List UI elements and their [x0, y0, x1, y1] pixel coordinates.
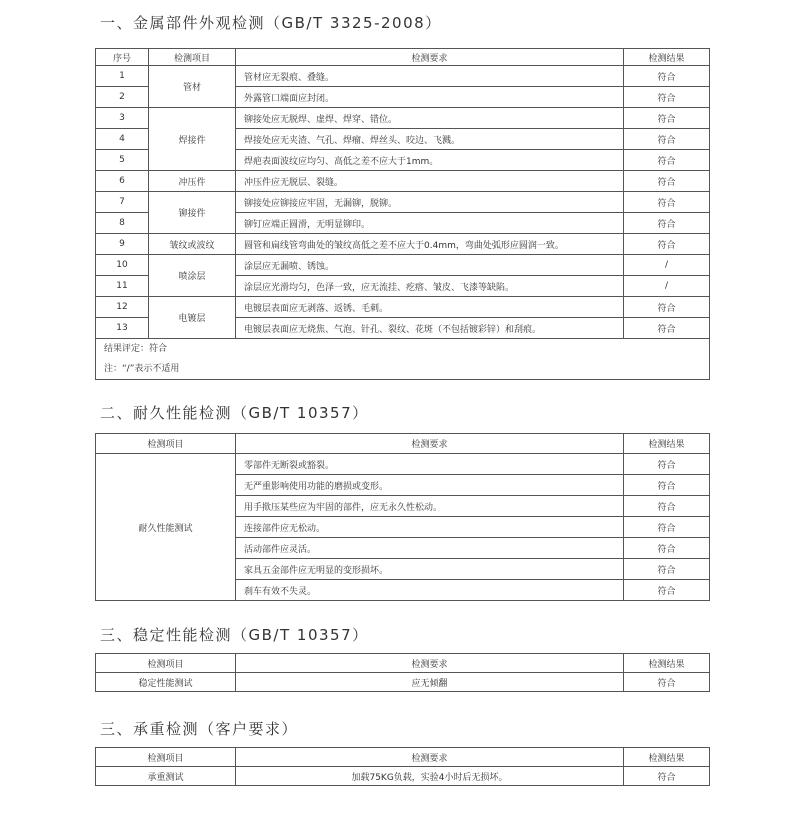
- requirement-cell: 零部件无断裂或豁裂。: [236, 454, 624, 475]
- header-requirement: 检测要求: [236, 654, 624, 673]
- requirement-cell: 焊疤表面波纹应均匀、高低之差不应大于1mm。: [236, 150, 624, 171]
- row-number: 12: [96, 297, 149, 318]
- table-header-row: [96, 654, 710, 673]
- requirement-cell: 加载75KG负载，实验4小时后无损坏。: [236, 767, 624, 786]
- result-cell: 符合: [624, 171, 710, 192]
- notes-row: [96, 339, 710, 380]
- result-cell: 符合: [624, 297, 710, 318]
- group-item: 皱纹或波纹: [149, 234, 236, 255]
- requirement-cell: 无严重影响使用功能的磨损或变形。: [236, 475, 624, 496]
- section-1-title: 一、金属部件外观检测（GB/T 3325-2008）: [100, 14, 442, 32]
- group-item: 铆接件: [149, 192, 236, 234]
- table-row: [96, 454, 710, 475]
- table-row: [96, 108, 710, 129]
- requirement-cell: 铆接处应铆接应牢固，无漏铆，脱铆。: [236, 192, 624, 213]
- row-number: 7: [96, 192, 149, 213]
- result-cell: 符合: [624, 454, 710, 475]
- header-item: 检测项目: [96, 748, 236, 767]
- requirement-cell: 焊接处应无夹渣、气孔、焊瘤、焊丝头、咬边、飞溅。: [236, 129, 624, 150]
- requirement-cell: 涂层应无漏喷、锈蚀。: [236, 255, 624, 276]
- result-cell: 符合: [624, 87, 710, 108]
- result-cell: /: [624, 276, 710, 297]
- requirement-cell: 圆管和扁线管弯曲处的皱纹高低之差不应大于0.4mm，弯曲处弧形应圆润一致。: [236, 234, 624, 255]
- table-row: [96, 673, 710, 692]
- section-4-title: 三、承重检测（客户要求）: [100, 720, 299, 738]
- result-cell: 符合: [624, 767, 710, 786]
- group-item: 冲压件: [149, 171, 236, 192]
- result-cell: 符合: [624, 517, 710, 538]
- table-row: [96, 234, 710, 255]
- row-number: 2: [96, 87, 149, 108]
- table-row: [96, 192, 710, 213]
- result-cell: 符合: [624, 213, 710, 234]
- requirement-cell: 活动部件应灵活。: [236, 538, 624, 559]
- table-row: [96, 767, 710, 786]
- requirement-cell: 电镀层表面应无烧焦、气泡、针孔、裂纹、花斑（不包括镀彩锌）和刮痕。: [236, 318, 624, 339]
- note-text: 注：“/”表示不适用: [104, 364, 180, 374]
- appearance-table: [95, 48, 710, 380]
- group-item: 喷涂层: [149, 255, 236, 297]
- row-number: 5: [96, 150, 149, 171]
- header-requirement: 检测要求: [236, 49, 624, 66]
- result-cell: 符合: [624, 496, 710, 517]
- header-no: 序号: [96, 49, 149, 66]
- result-cell: 符合: [624, 66, 710, 87]
- requirement-cell: 涂层应光滑均匀，色泽一致，应无流挂、疙瘩、皱皮、飞漆等缺陷。: [236, 276, 624, 297]
- row-number: 13: [96, 318, 149, 339]
- requirement-cell: 用手揿压某些应为牢固的部件，应无永久性松动。: [236, 496, 624, 517]
- table-row: [96, 297, 710, 318]
- row-number: 6: [96, 171, 149, 192]
- requirement-cell: 电镀层表面应无剥落、返锈、毛刺。: [236, 297, 624, 318]
- result-cell: 符合: [624, 538, 710, 559]
- result-cell: 符合: [624, 234, 710, 255]
- test-item-cell: 耐久性能测试: [96, 454, 236, 601]
- conclusion-text: 结果评定：符合: [104, 344, 168, 354]
- result-cell: 符合: [624, 108, 710, 129]
- requirement-cell: 连接部件应无松动。: [236, 517, 624, 538]
- table-header-row: [96, 49, 710, 66]
- result-cell: 符合: [624, 318, 710, 339]
- row-number: 4: [96, 129, 149, 150]
- section-2-title: 二、耐久性能检测（GB/T 10357）: [100, 404, 369, 422]
- test-item-cell: 承重测试: [96, 767, 236, 786]
- row-number: 8: [96, 213, 149, 234]
- group-item: 焊接件: [149, 108, 236, 171]
- header-item: 检测项目: [149, 49, 236, 66]
- header-result: 检测结果: [624, 748, 710, 767]
- result-cell: 符合: [624, 475, 710, 496]
- requirement-cell: 管材应无裂痕、叠缝。: [236, 66, 624, 87]
- row-number: 10: [96, 255, 149, 276]
- row-number: 9: [96, 234, 149, 255]
- requirement-cell: 应无倾翻: [236, 673, 624, 692]
- row-number: 11: [96, 276, 149, 297]
- table-row: [96, 66, 710, 87]
- requirement-cell: 刹车有效不失灵。: [236, 580, 624, 601]
- result-cell: 符合: [624, 192, 710, 213]
- group-item: 管材: [149, 66, 236, 108]
- requirement-cell: 家具五金部件应无明显的变形损坏。: [236, 559, 624, 580]
- header-requirement: 检测要求: [236, 748, 624, 767]
- section-3-title: 三、稳定性能检测（GB/T 10357）: [100, 626, 369, 644]
- result-cell: 符合: [624, 559, 710, 580]
- table-row: [96, 255, 710, 276]
- result-cell: /: [624, 255, 710, 276]
- header-item: 检测项目: [96, 434, 236, 454]
- requirement-cell: 冲压件应无脱层、裂缝。: [236, 171, 624, 192]
- group-item: 电镀层: [149, 297, 236, 339]
- result-cell: 符合: [624, 580, 710, 601]
- test-item-cell: 稳定性能测试: [96, 673, 236, 692]
- durability-table: [95, 433, 710, 601]
- notes-cell: [96, 339, 710, 380]
- header-result: 检测结果: [624, 49, 710, 66]
- row-number: 1: [96, 66, 149, 87]
- table-row: [96, 171, 710, 192]
- result-cell: 符合: [624, 673, 710, 692]
- stability-table: [95, 653, 710, 692]
- header-result: 检测结果: [624, 654, 710, 673]
- result-cell: 符合: [624, 150, 710, 171]
- load-bearing-table: [95, 747, 710, 786]
- result-cell: 符合: [624, 129, 710, 150]
- header-requirement: 检测要求: [236, 434, 624, 454]
- table-header-row: [96, 748, 710, 767]
- requirement-cell: 铆接处应无脱焊、虚焊、焊穿、错位。: [236, 108, 624, 129]
- header-item: 检测项目: [96, 654, 236, 673]
- requirement-cell: 铆钉应端正圆滑，无明显铆印。: [236, 213, 624, 234]
- header-result: 检测结果: [624, 434, 710, 454]
- requirement-cell: 外露管口端面应封闭。: [236, 87, 624, 108]
- row-number: 3: [96, 108, 149, 129]
- table-header-row: [96, 434, 710, 454]
